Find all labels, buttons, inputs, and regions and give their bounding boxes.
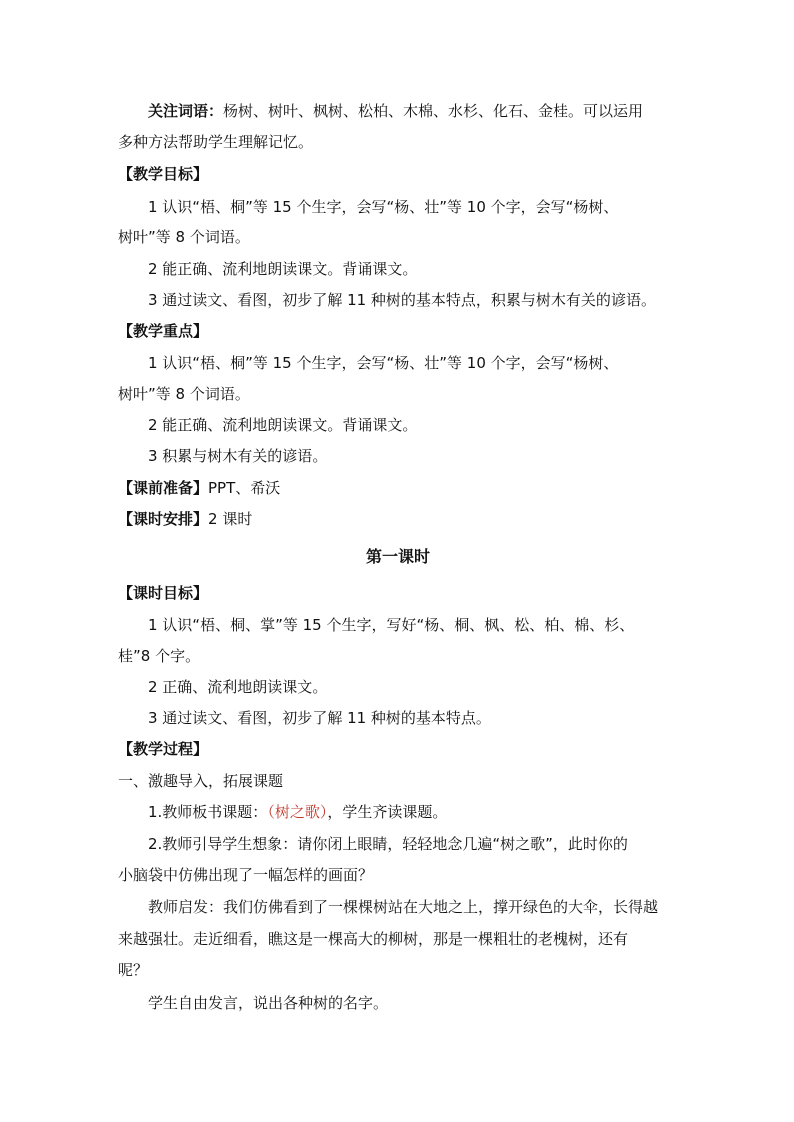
focus-words-list: 杨树、树叶、枫树、松柏、木棉、水杉、化石、金桂。可以运用: [223, 102, 644, 120]
teaching-goal-1-line-2: 树叶”等 8 个词语。: [118, 228, 250, 246]
lesson-goal-3: 3 通过读文、看图，初步了解 11 种树的基本特点。: [148, 709, 491, 727]
process-heading: 【教学过程】: [118, 740, 209, 758]
focus-words-line-2: 多种方法帮助学生理解记忆。: [118, 133, 314, 151]
teacher-prompt-line-3: 呢？: [118, 961, 149, 979]
process-section-1: 一、激趣导入，拓展课题: [118, 772, 284, 790]
teaching-focus-heading: 【教学重点】: [118, 322, 209, 340]
teaching-goal-2: 2 能正确、流利地朗读课文。背诵课文。: [148, 260, 418, 278]
process-step-1: [148, 802, 708, 822]
teacher-prompt-line-2: 来越强壮。走近细看，瞧这是一棵高大的柳树，那是一棵粗壮的老槐树，还有: [118, 930, 629, 948]
focus-words-line-1: [148, 101, 708, 121]
schedule-line: [118, 509, 678, 529]
teacher-prompt-line-1: 教师启发：我们仿佛看到了一棵棵树站在大地之上，撑开绿色的大伞，长得越: [148, 898, 659, 916]
teaching-focus-2: 2 能正确、流利地朗读课文。背诵课文。: [148, 416, 418, 434]
preparation-line: [118, 478, 678, 498]
schedule-heading: 【课时安排】: [118, 510, 209, 528]
preparation-heading: 【课前准备】: [118, 479, 209, 497]
lesson-goal-1-line-2: 桂”8 个字。: [118, 647, 201, 665]
preparation-value: PPT、希沃: [208, 479, 281, 497]
lesson-goal-1-line-1: 1 认识“梧、桐、掌”等 15 个生字，写好“杨、桐、枫、松、柏、棉、杉、: [148, 616, 635, 634]
lesson-goals-heading: 【课时目标】: [118, 584, 209, 602]
schedule-value: 2 课时: [208, 510, 253, 528]
student-response: 学生自由发言，说出各种树的名字。: [148, 994, 389, 1012]
lesson-title: 第一课时: [365, 547, 430, 566]
lesson-title-reference: （树之歌）: [267, 803, 328, 821]
process-step-2-line-2: 小脑袋中仿佛出现了一幅怎样的画面？: [118, 866, 374, 884]
teaching-goal-1-line-1: 1 认识“梧、桐”等 15 个生字，会写“杨、壮”等 10 个字，会写“杨树、: [148, 198, 619, 216]
step-1-suffix: ，学生齐读课题。: [327, 803, 448, 821]
focus-words-label: 关注词语：: [148, 102, 224, 120]
teaching-focus-1-line-2: 树叶”等 8 个词语。: [118, 385, 250, 403]
teaching-goal-3: 3 通过读文、看图，初步了解 11 种树的基本特点，积累与树木有关的谚语。: [148, 291, 656, 309]
lesson-goal-2: 2 正确、流利地朗读课文。: [148, 678, 328, 696]
step-1-prefix: 1.教师板书课题：: [148, 803, 268, 821]
process-step-2-line-1: 2.教师引导学生想象：请你闭上眼睛，轻轻地念几遍“树之歌”，此时你的: [148, 835, 628, 853]
teaching-focus-3: 3 积累与树木有关的谚语。: [148, 447, 328, 465]
teaching-goals-heading: 【教学目标】: [118, 165, 209, 183]
teaching-focus-1-line-1: 1 认识“梧、桐”等 15 个生字，会写“杨、壮”等 10 个字，会写“杨树、: [148, 354, 619, 372]
